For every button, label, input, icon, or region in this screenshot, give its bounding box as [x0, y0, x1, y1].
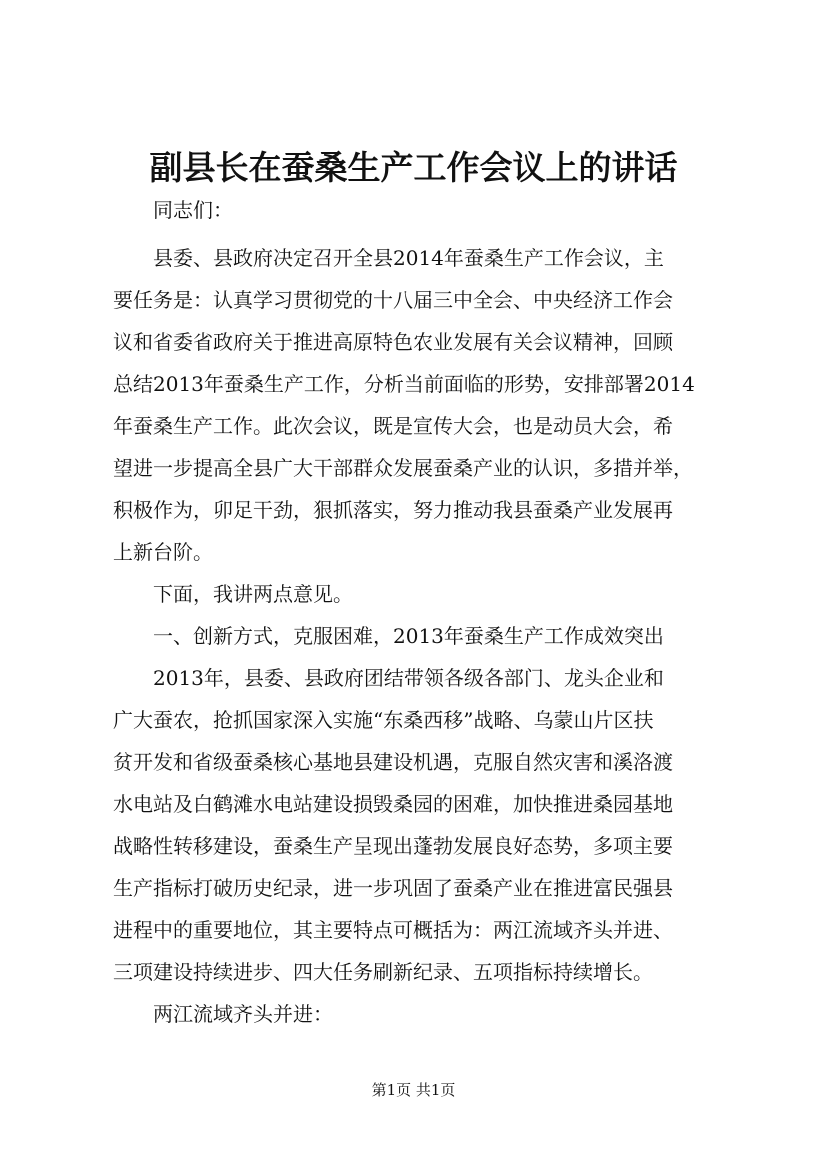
paragraph-line: 生产指标打破历史纪录，进一步巩固了蚕桑产业在推进富民强县 [113, 876, 673, 900]
paragraph-line: 积极作为，卯足干劲，狠抓落实，努力推动我县蚕桑产业发展再 [113, 498, 673, 522]
section-heading: 一、创新方式，克服困难，2013年蚕桑生产工作成效突出 [153, 624, 664, 648]
paragraph-line: 进程中的重要地位，其主要特点可概括为：两江流域齐头并进、 [113, 918, 673, 942]
paragraph-line: 年蚕桑生产工作。此次会议，既是宣传大会，也是动员大会，希 [113, 414, 673, 438]
paragraph-line: 三项建设持续进步、四大任务刷新纪录、五项指标持续增长。 [113, 960, 653, 984]
paragraph-line: 望进一步提高全县广大干部群众发展蚕桑产业的认识，多措并举， [113, 456, 693, 480]
paragraph-line: 上新台阶。 [113, 540, 213, 564]
paragraph-line: 战略性转移建设，蚕桑生产呈现出蓬勃发展良好态势，多项主要 [113, 834, 673, 858]
paragraph-line: 县委、县政府决定召开全县2014年蚕桑生产工作会议，主 [153, 246, 664, 270]
paragraph-line: 水电站及白鹤滩水电站建设损毁桑园的困难，加快推进桑园基地 [113, 792, 673, 816]
salutation: 同志们： [153, 198, 233, 222]
paragraph-line: 要任务是：认真学习贯彻党的十八届三中全会、中央经济工作会 [113, 288, 673, 312]
paragraph-line: 广大蚕农，抢抓国家深入实施“东桑西移”战略、乌蒙山片区扶 [113, 708, 654, 732]
document-title: 副县长在蚕桑生产工作会议上的讲话 [149, 148, 678, 187]
paragraph-line: 两江流域齐头并进： [153, 1002, 333, 1026]
paragraph-line: 贫开发和省级蚕桑核心基地县建设机遇，克服自然灾害和溪洛渡 [113, 750, 673, 774]
paragraph-line: 2013年，县委、县政府团结带领各级各部门、龙头企业和 [153, 666, 664, 690]
paragraph-line: 下面，我讲两点意见。 [153, 582, 353, 606]
paragraph-line: 总结2013年蚕桑生产工作，分析当前面临的形势，安排部署2014 [113, 372, 695, 396]
paragraph-line: 议和省委省政府关于推进高原特色农业发展有关会议精神，回顾 [113, 330, 673, 354]
page-number-footer: 第1页 共1页 [371, 1081, 456, 1099]
